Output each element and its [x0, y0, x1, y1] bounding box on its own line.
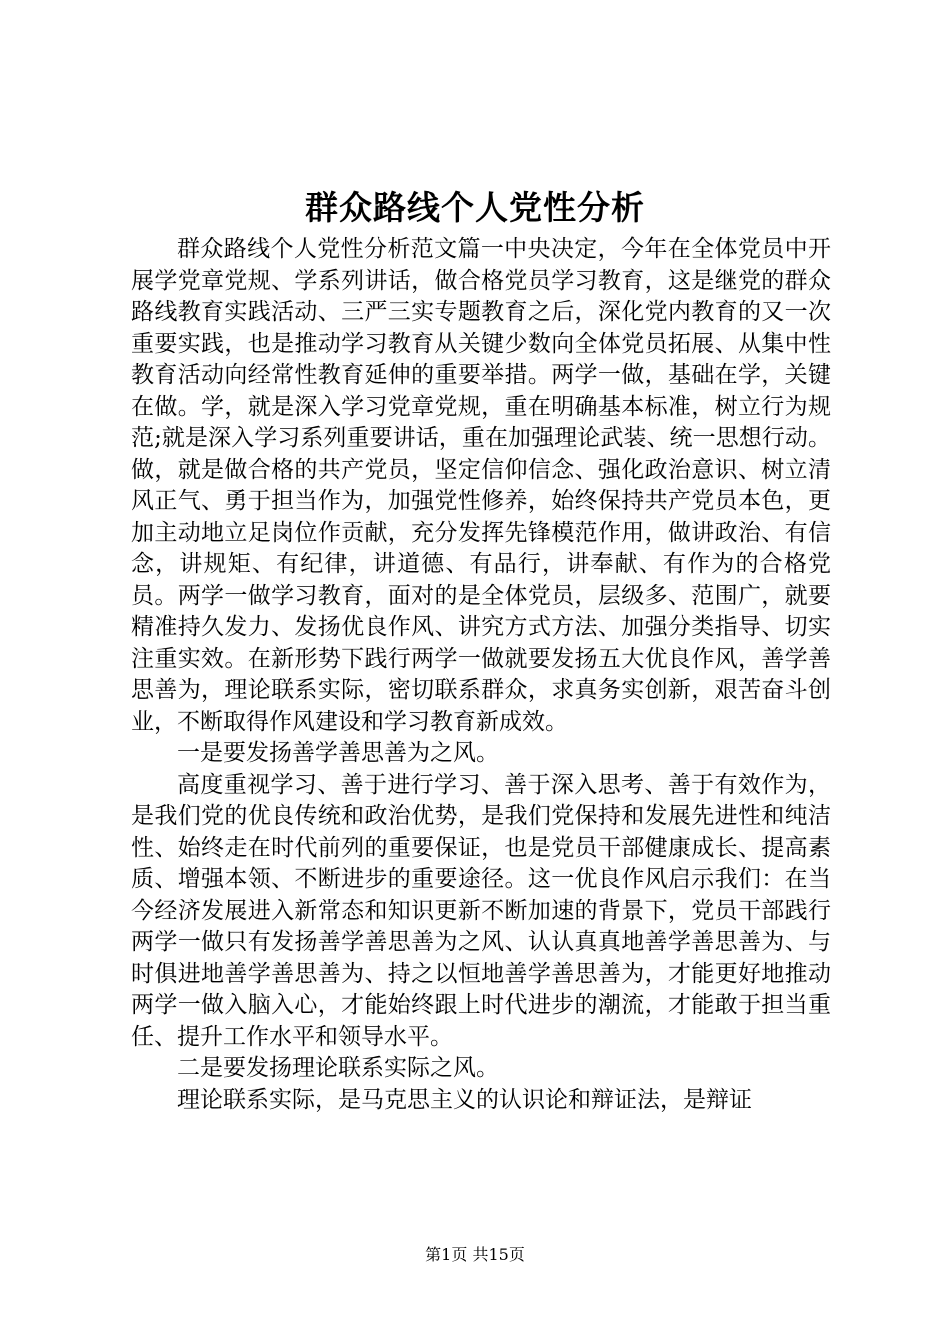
- section-heading: 一是要发扬善学善思善为之风。: [177, 740, 499, 766]
- document-body: [131, 234, 831, 1116]
- document-title: 群众路线个人党性分析: [305, 188, 645, 227]
- page-footer: [0, 1244, 950, 1266]
- page-number: 第1页: [425, 1245, 468, 1264]
- section-heading: 二是要发扬理论联系实际之风。: [177, 1055, 499, 1081]
- page-total: 共15页: [472, 1245, 525, 1264]
- paragraph: 高度重视学习、善于进行学习、善于深入思考、善于有效作为，是我们党的优良传统和政治优势，是我们党保持和发展先进性和纯洁性、始终走在时代前列的重要保证，也是党员干部健康成长、提高素质、增强本领、不断进步的重要途径。这一优良作风启示我们：在当今经济发展进入新常态和知识更新不断加速的背景下，党员干部践行两学一做只有发扬善学善思善为之风、认认真真地善学善思善为、与时俱进地善学善思善为、持之以恒地善学善思善为，才能更好地推动两学一做入脑入心，才能始终跟上时代进步的潮流，才能敢于担当重任、提升工作水平和领导水平。: [131, 771, 831, 1050]
- paragraph: 群众路线个人党性分析范文篇一中央决定，今年在全体党员中开展学党章党规、学系列讲话，做合格党员学习教育，这是继党的群众路线教育实践活动、三严三实专题教育之后，深化党内教育的又一次重要实践，也是推动学习教育从关键少数向全体党员拓展、从集中性教育活动向经常性教育延伸的重要举措。两学一做，基础在学，关键在做。学，就是深入学习党章党规，重在明确基本标准，树立行为规范;就是深入学习系列重要讲话，重在加强理论武装、统一思想行动。做，就是做合格的共产党员，坚定信仰信念、强化政治意识、树立清风正气、勇于担当作为，加强党性修养，始终保持共产党员本色，更加主动地立足岗位作贡献，充分发挥先锋模范作用，做讲政治、有信念，讲规矩、有纪律，讲道德、有品行，讲奉献、有作为的合格党员。两学一做学习教育，面对的是全体党员，层级多、范围广，就要精准持久发力、发扬优良作风、讲究方式方法、加强分类指导、切实注重实效。在新形势下践行两学一做就要发扬五大优良作风，善学善思善为，理论联系实际，密切联系群众，求真务实创新，艰苦奋斗创业，不断取得作风建设和学习教育新成效。: [131, 236, 831, 735]
- paragraph: 理论联系实际，是马克思主义的认识论和辩证法，是辩证: [177, 1086, 752, 1113]
